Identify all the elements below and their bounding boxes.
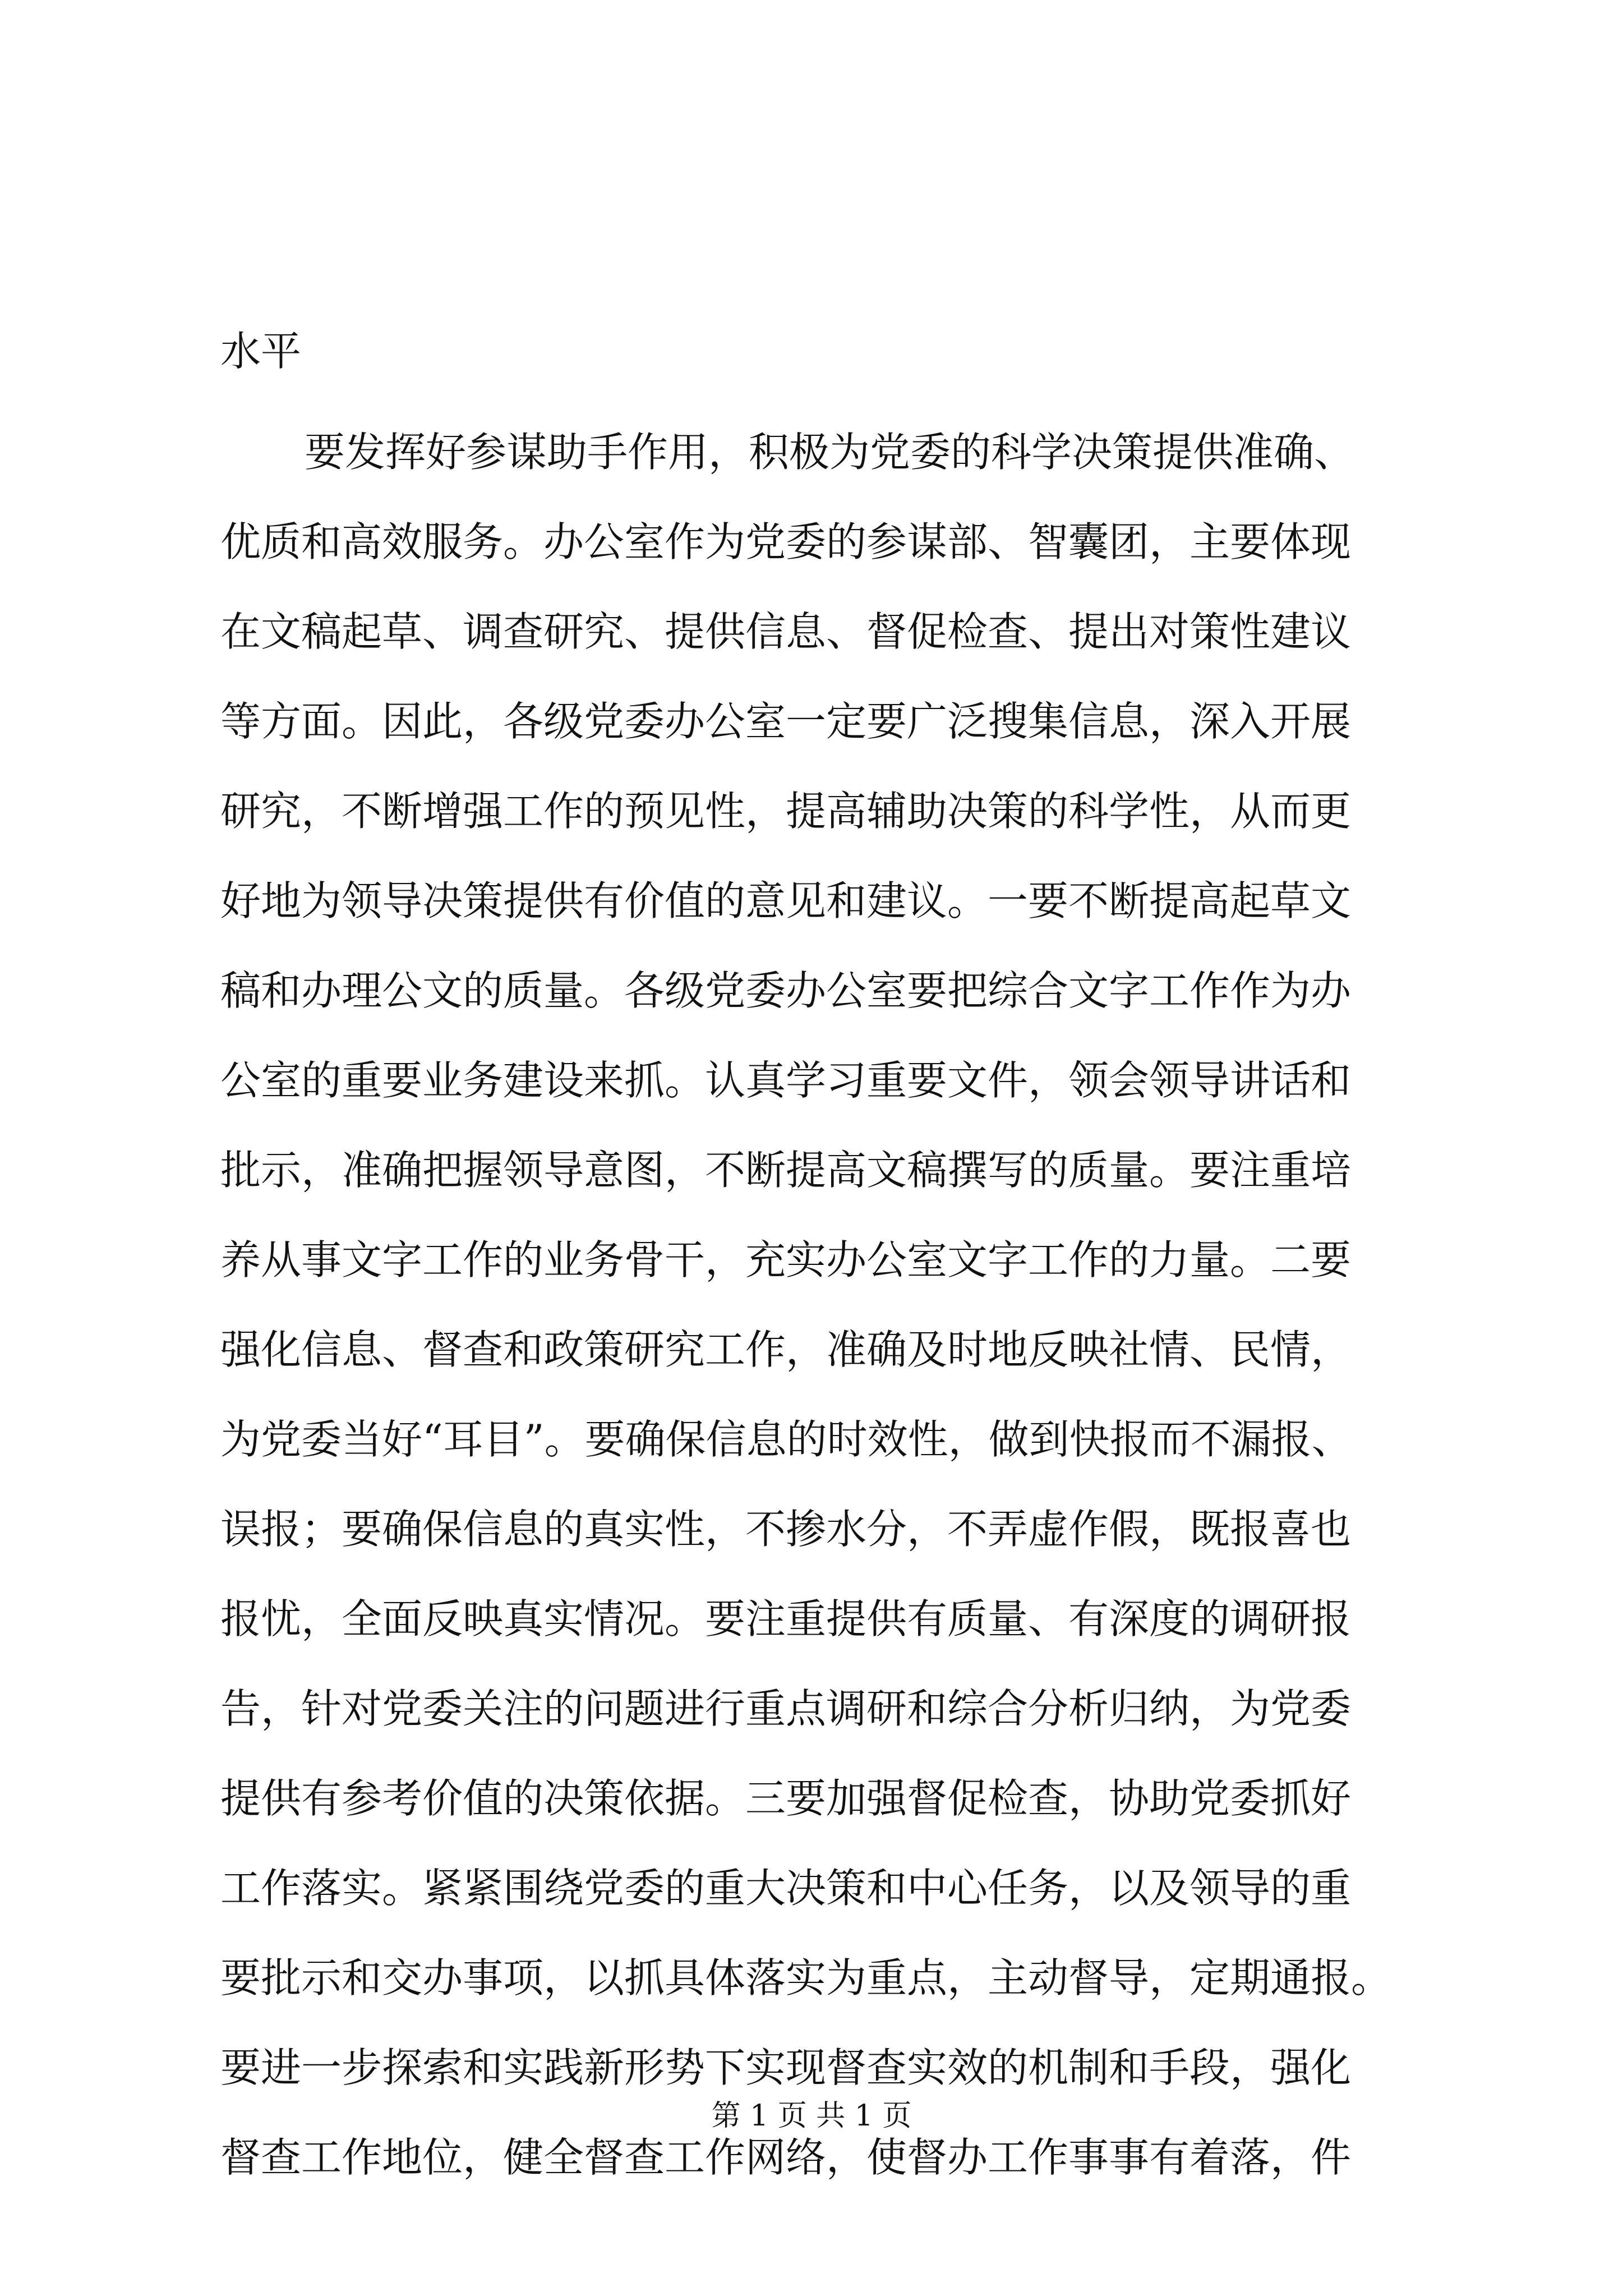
text-line: 报忧，全面反映真实情况。要注重提供有质量、有深度的调研报 xyxy=(220,1595,1352,1642)
text-line: 批示，准确把握领导意图，不断提高文稿撰写的质量。要注重培 xyxy=(220,1147,1352,1194)
text-line: 水平 xyxy=(220,328,302,375)
text-line: 优质和高效服务。办公室作为党委的参谋部、智囊团，主要体现 xyxy=(220,518,1352,565)
text-line: 公室的重要业务建设来抓。认真学习重要文件，领会领导讲话和 xyxy=(220,1057,1352,1104)
text-line: 养从事文字工作的业务骨干，充实办公室文字工作的力量。二要 xyxy=(220,1236,1352,1283)
text-line: 稿和办理公文的质量。各级党委办公室要把综合文字工作作为办 xyxy=(220,967,1352,1014)
text-line: 督查工作地位，健全督查工作网络，使督办工作事事有着落，件 xyxy=(220,2134,1352,2181)
text-line: 强化信息、督查和政策研究工作，准确及时地反映社情、民情， xyxy=(220,1326,1352,1373)
text-line: 告，针对党委关注的问题进行重点调研和综合分析归纳，为党委 xyxy=(220,1685,1352,1732)
text-line: 在文稿起草、调查研究、提供信息、督促检查、提出对策性建议 xyxy=(220,608,1352,655)
text-line: 要进一步探索和实践新形势下实现督查实效的机制和手段，强化 xyxy=(220,2044,1352,2091)
text-line: 好地为领导决策提供有价值的意见和建议。一要不断提高起草文 xyxy=(220,877,1352,924)
text-line: 要发挥好参谋助手作用，积极为党委的科学决策提供准确、 xyxy=(305,429,1355,476)
text-line: 要批示和交办事项，以抓具体落实为重点，主动督导，定期通报。 xyxy=(220,1954,1392,2001)
page-footer: 第 1 页 共 1 页 xyxy=(711,2099,912,2133)
text-line: 研究，不断增强工作的预见性，提高辅助决策的科学性，从而更 xyxy=(220,788,1352,835)
text-line: 误报；要确保信息的真实性，不掺水分，不弄虚作假，既报喜也 xyxy=(220,1506,1352,1553)
text-line: 工作落实。紧紧围绕党委的重大决策和中心任务，以及领导的重 xyxy=(220,1865,1352,1912)
text-line: 等方面。因此，各级党委办公室一定要广泛搜集信息，深入开展 xyxy=(220,698,1352,745)
text-line: 提供有参考价值的决策依据。三要加强督促检查，协助党委抓好 xyxy=(220,1775,1352,1822)
text-line: 为党委当好“耳目”。要确保信息的时效性，做到快报而不漏报、 xyxy=(220,1416,1352,1463)
